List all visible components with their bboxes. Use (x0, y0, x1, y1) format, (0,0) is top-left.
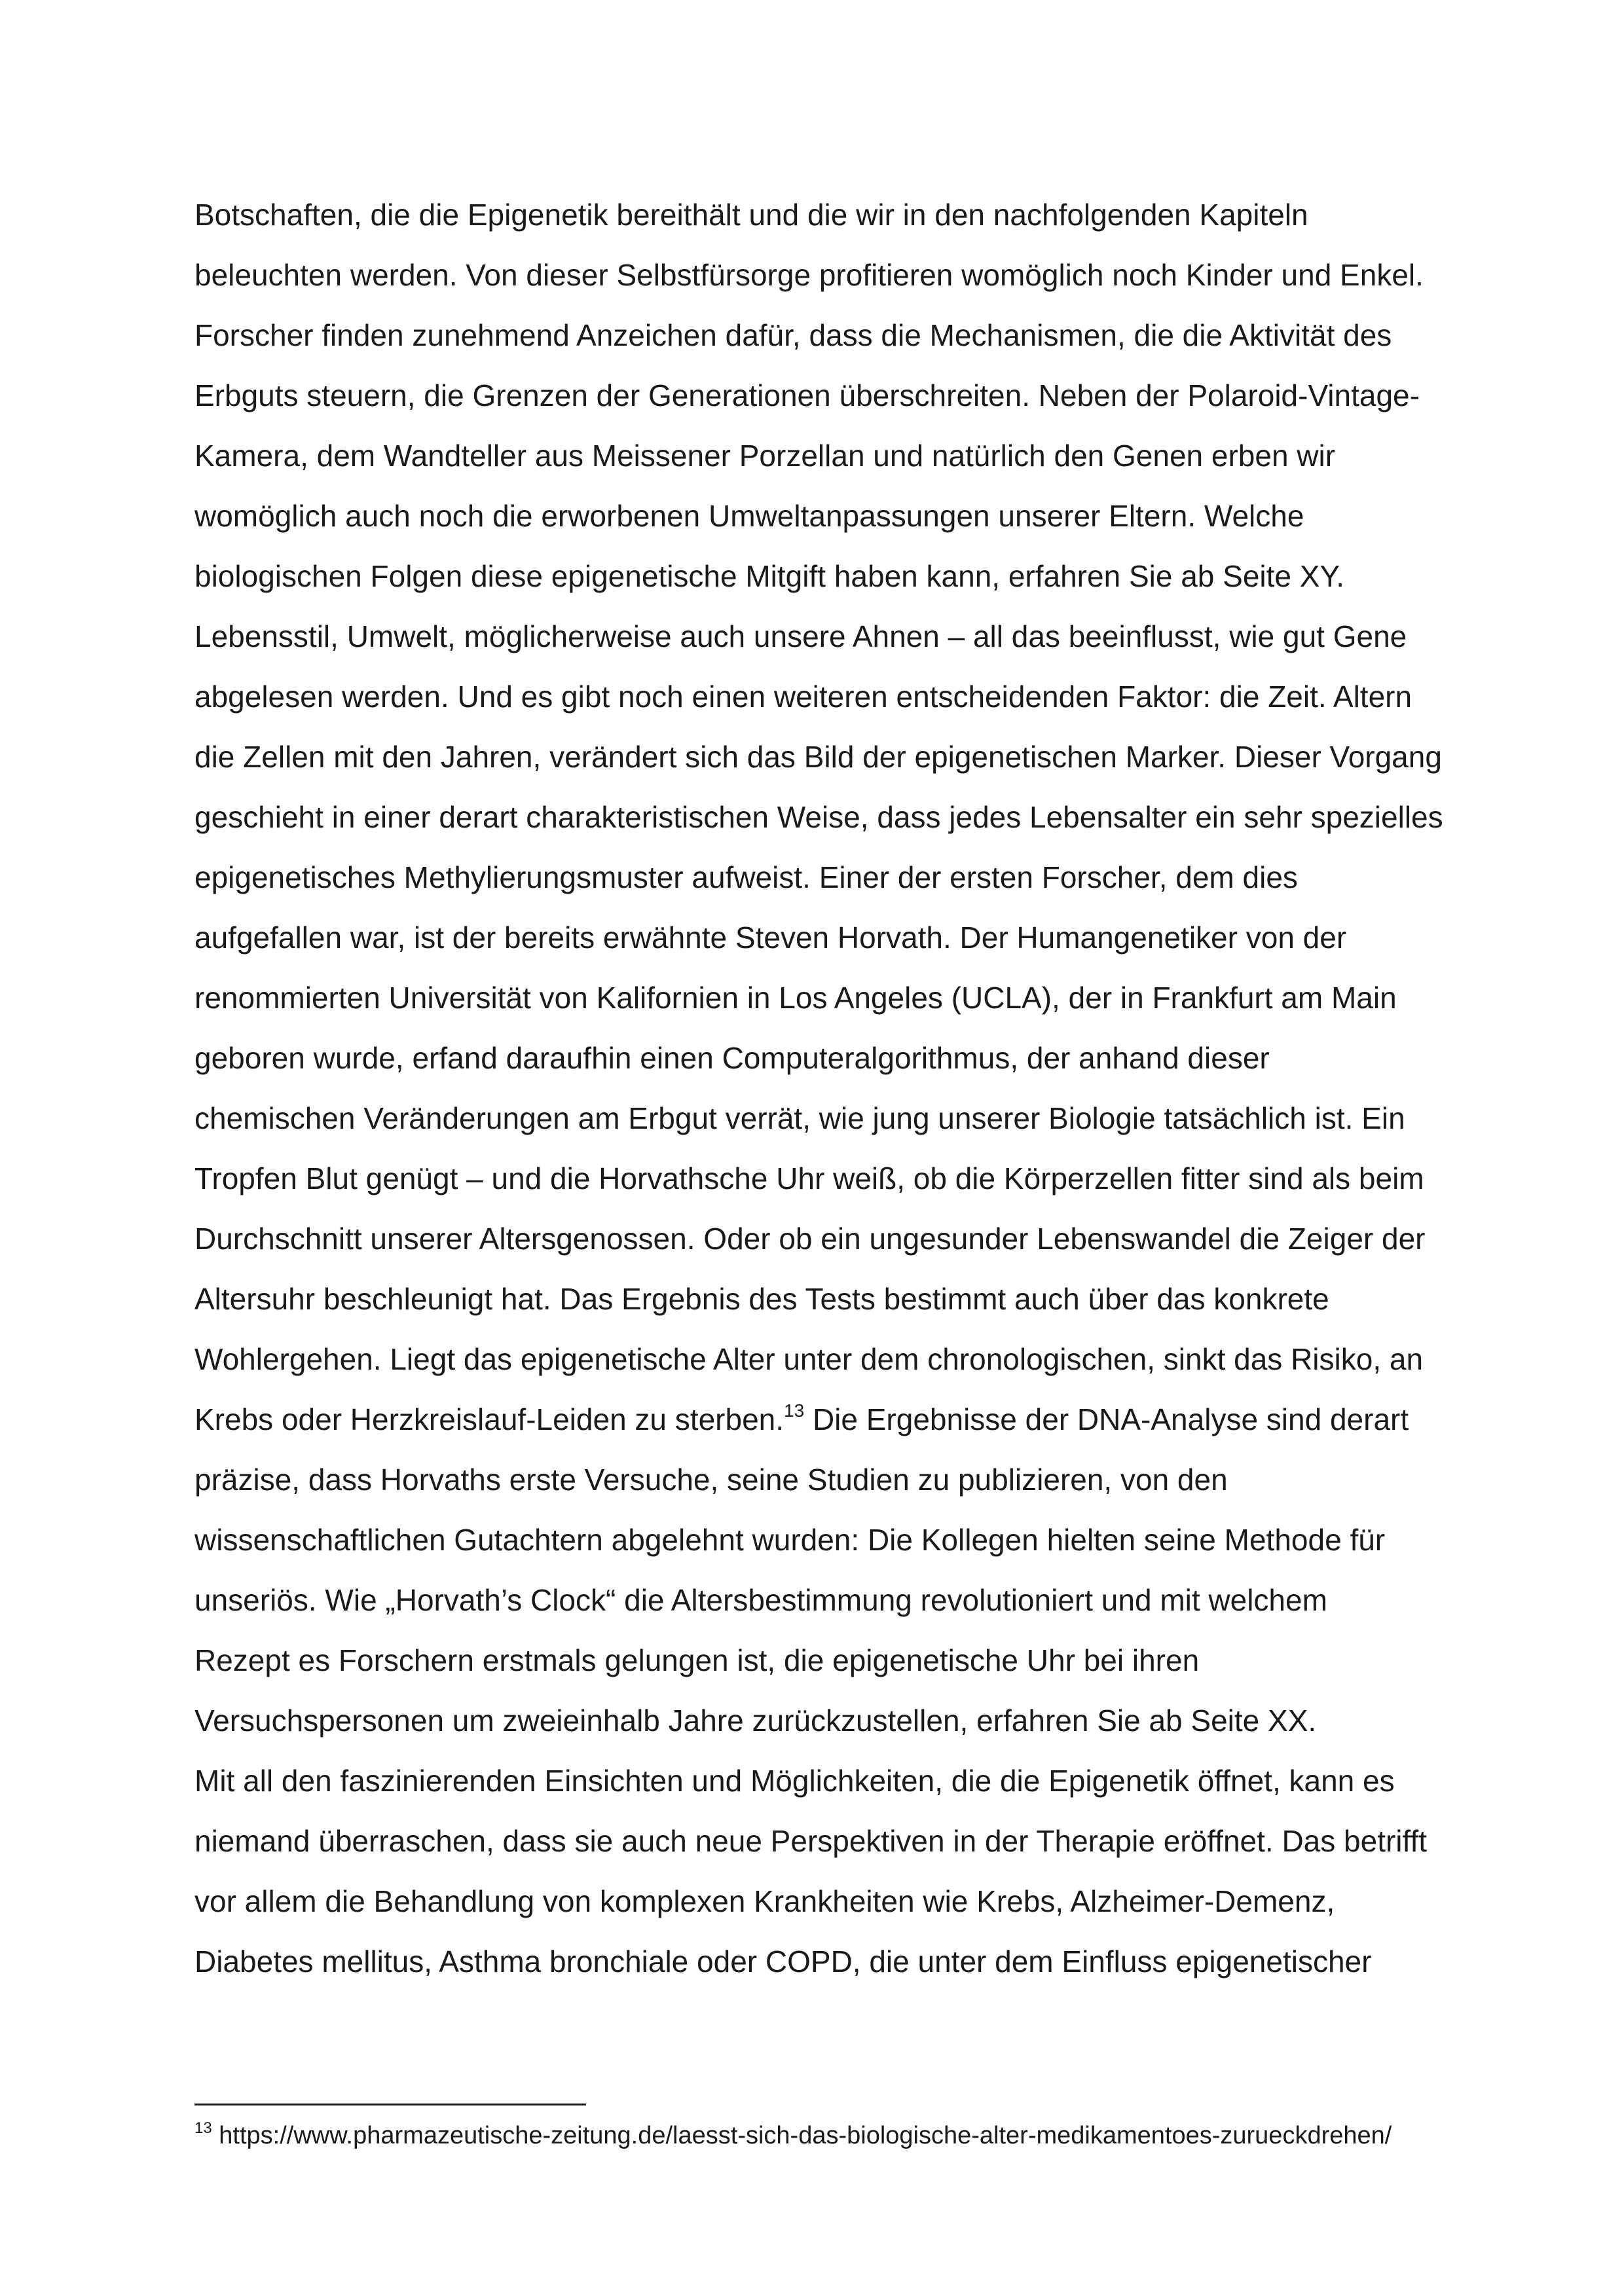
text-line: Forscher finden zunehmend Anzeichen dafür, dass die Mechanismen, die die Aktivität des (194, 318, 1392, 352)
text-line: epigenetisches Methylierungsmuster aufweist. Einer der ersten Forscher, dem dies (194, 860, 1298, 894)
text-line: beleuchten werden. Von dieser Selbstfürsorge profitieren womöglich noch Kinder und Enkel. (194, 258, 1424, 292)
text-line: biologischen Folgen diese epigenetische Mitgift haben kann, erfahren Sie ab Seite XY. (194, 559, 1344, 593)
footnote-link[interactable]: https://www.pharmazeutische-zeitung.de/laesst-sich-das-biologische-alter-medikamentoes-zurueckdrehen/ (212, 2122, 1392, 2149)
text-line: Durchschnitt unserer Altersgenossen. Oder ob ein ungesunder Lebenswandel die Zeiger der (194, 1222, 1426, 1256)
text-line: Lebensstil, Umwelt, möglicherweise auch unsere Ahnen – all das beeinflusst, wie gut Gene (194, 619, 1407, 653)
text-line: Tropfen Blut genügt – und die Horvathsche Uhr weiß, ob die Körperzellen fitter sind als beim (194, 1161, 1424, 1195)
text-line: präzise, dass Horvaths erste Versuche, seine Studien zu publizieren, von den (194, 1463, 1228, 1497)
text-segment: Die Ergebnisse der DNA-Analyse sind derart (804, 1402, 1409, 1436)
footnote-reference[interactable]: 13 (784, 1400, 805, 1421)
footnote-mark: 13 (194, 2119, 212, 2138)
text-line: Mit all den faszinierenden Einsichten und Möglichkeiten, die die Epigenetik öffnet, kann es (194, 1764, 1395, 1798)
text-line: geboren wurde, erfand daraufhin einen Computeralgorithmus, der anhand dieser (194, 1041, 1270, 1075)
text-line-with-footnote-ref (194, 1389, 1478, 1449)
text-line: aufgefallen war, ist der bereits erwähnte Steven Horvath. Der Humangenetiker von der (194, 920, 1347, 955)
text-line: womöglich auch noch die erworbenen Umweltanpassungen unserer Eltern. Welche (194, 499, 1304, 533)
text-line: Botschaften, die die Epigenetik bereithält und die wir in den nachfolgenden Kapiteln (194, 198, 1308, 232)
text-line: abgelesen werden. Und es gibt noch einen weiteren entscheidenden Faktor: die Zeit. Altern (194, 680, 1412, 714)
body-text (194, 185, 1478, 1992)
text-line: niemand überraschen, dass sie auch neue Perspektiven in der Therapie eröffnet. Das betrifft (194, 1824, 1428, 1858)
text-line: Wohlergehen. Liegt das epigenetische Alter unter dem chronologischen, sinkt das Risiko, an (194, 1342, 1424, 1376)
text-line: Diabetes mellitus, Asthma bronchiale oder COPD, die unter dem Einfluss epigenetischer (194, 1944, 1372, 1978)
text-segment: Krebs oder Herzkreislauf-Leiden zu sterben. (194, 1402, 784, 1436)
text-line: chemischen Veränderungen am Erbgut verrät, wie jung unserer Biologie tatsächlich ist. Ein (194, 1101, 1405, 1135)
text-line: Versuchspersonen um zweieinhalb Jahre zurückzustellen, erfahren Sie ab Seite XX. (194, 1704, 1317, 1738)
text-line: die Zellen mit den Jahren, verändert sich das Bild der epigenetischen Marker. Dieser Vorgang (194, 740, 1442, 774)
text-line: Altersuhr beschleunigt hat. Das Ergebnis des Tests bestimmt auch über das konkrete (194, 1282, 1329, 1316)
text-line: Kamera, dem Wandteller aus Meissener Porzellan und natürlich den Genen erben wir (194, 439, 1336, 473)
footnote-separator (194, 2104, 586, 2105)
text-line: Rezept es Forschern erstmals gelungen ist, die epigenetische Uhr bei ihren (194, 1643, 1200, 1677)
text-line: vor allem die Behandlung von komplexen Krankheiten wie Krebs, Alzheimer-Demenz, (194, 1884, 1335, 1918)
text-line: geschieht in einer derart charakteristischen Weise, dass jedes Lebensalter ein sehr spezielles (194, 800, 1443, 834)
text-line: renommierten Universität von Kalifornien in Los Angeles (UCLA), der in Frankfurt am Main (194, 981, 1397, 1015)
text-line: Erbguts steuern, die Grenzen der Generationen überschreiten. Neben der Polaroid-Vintage- (194, 378, 1420, 412)
footnote (194, 2116, 1392, 2155)
text-line: unseriös. Wie „Horvath’s Clock“ die Altersbestimmung revolutioniert und mit welchem (194, 1583, 1327, 1617)
text-line: wissenschaftlichen Gutachtern abgelehnt wurden: Die Kollegen hielten seine Methode für (194, 1523, 1386, 1557)
